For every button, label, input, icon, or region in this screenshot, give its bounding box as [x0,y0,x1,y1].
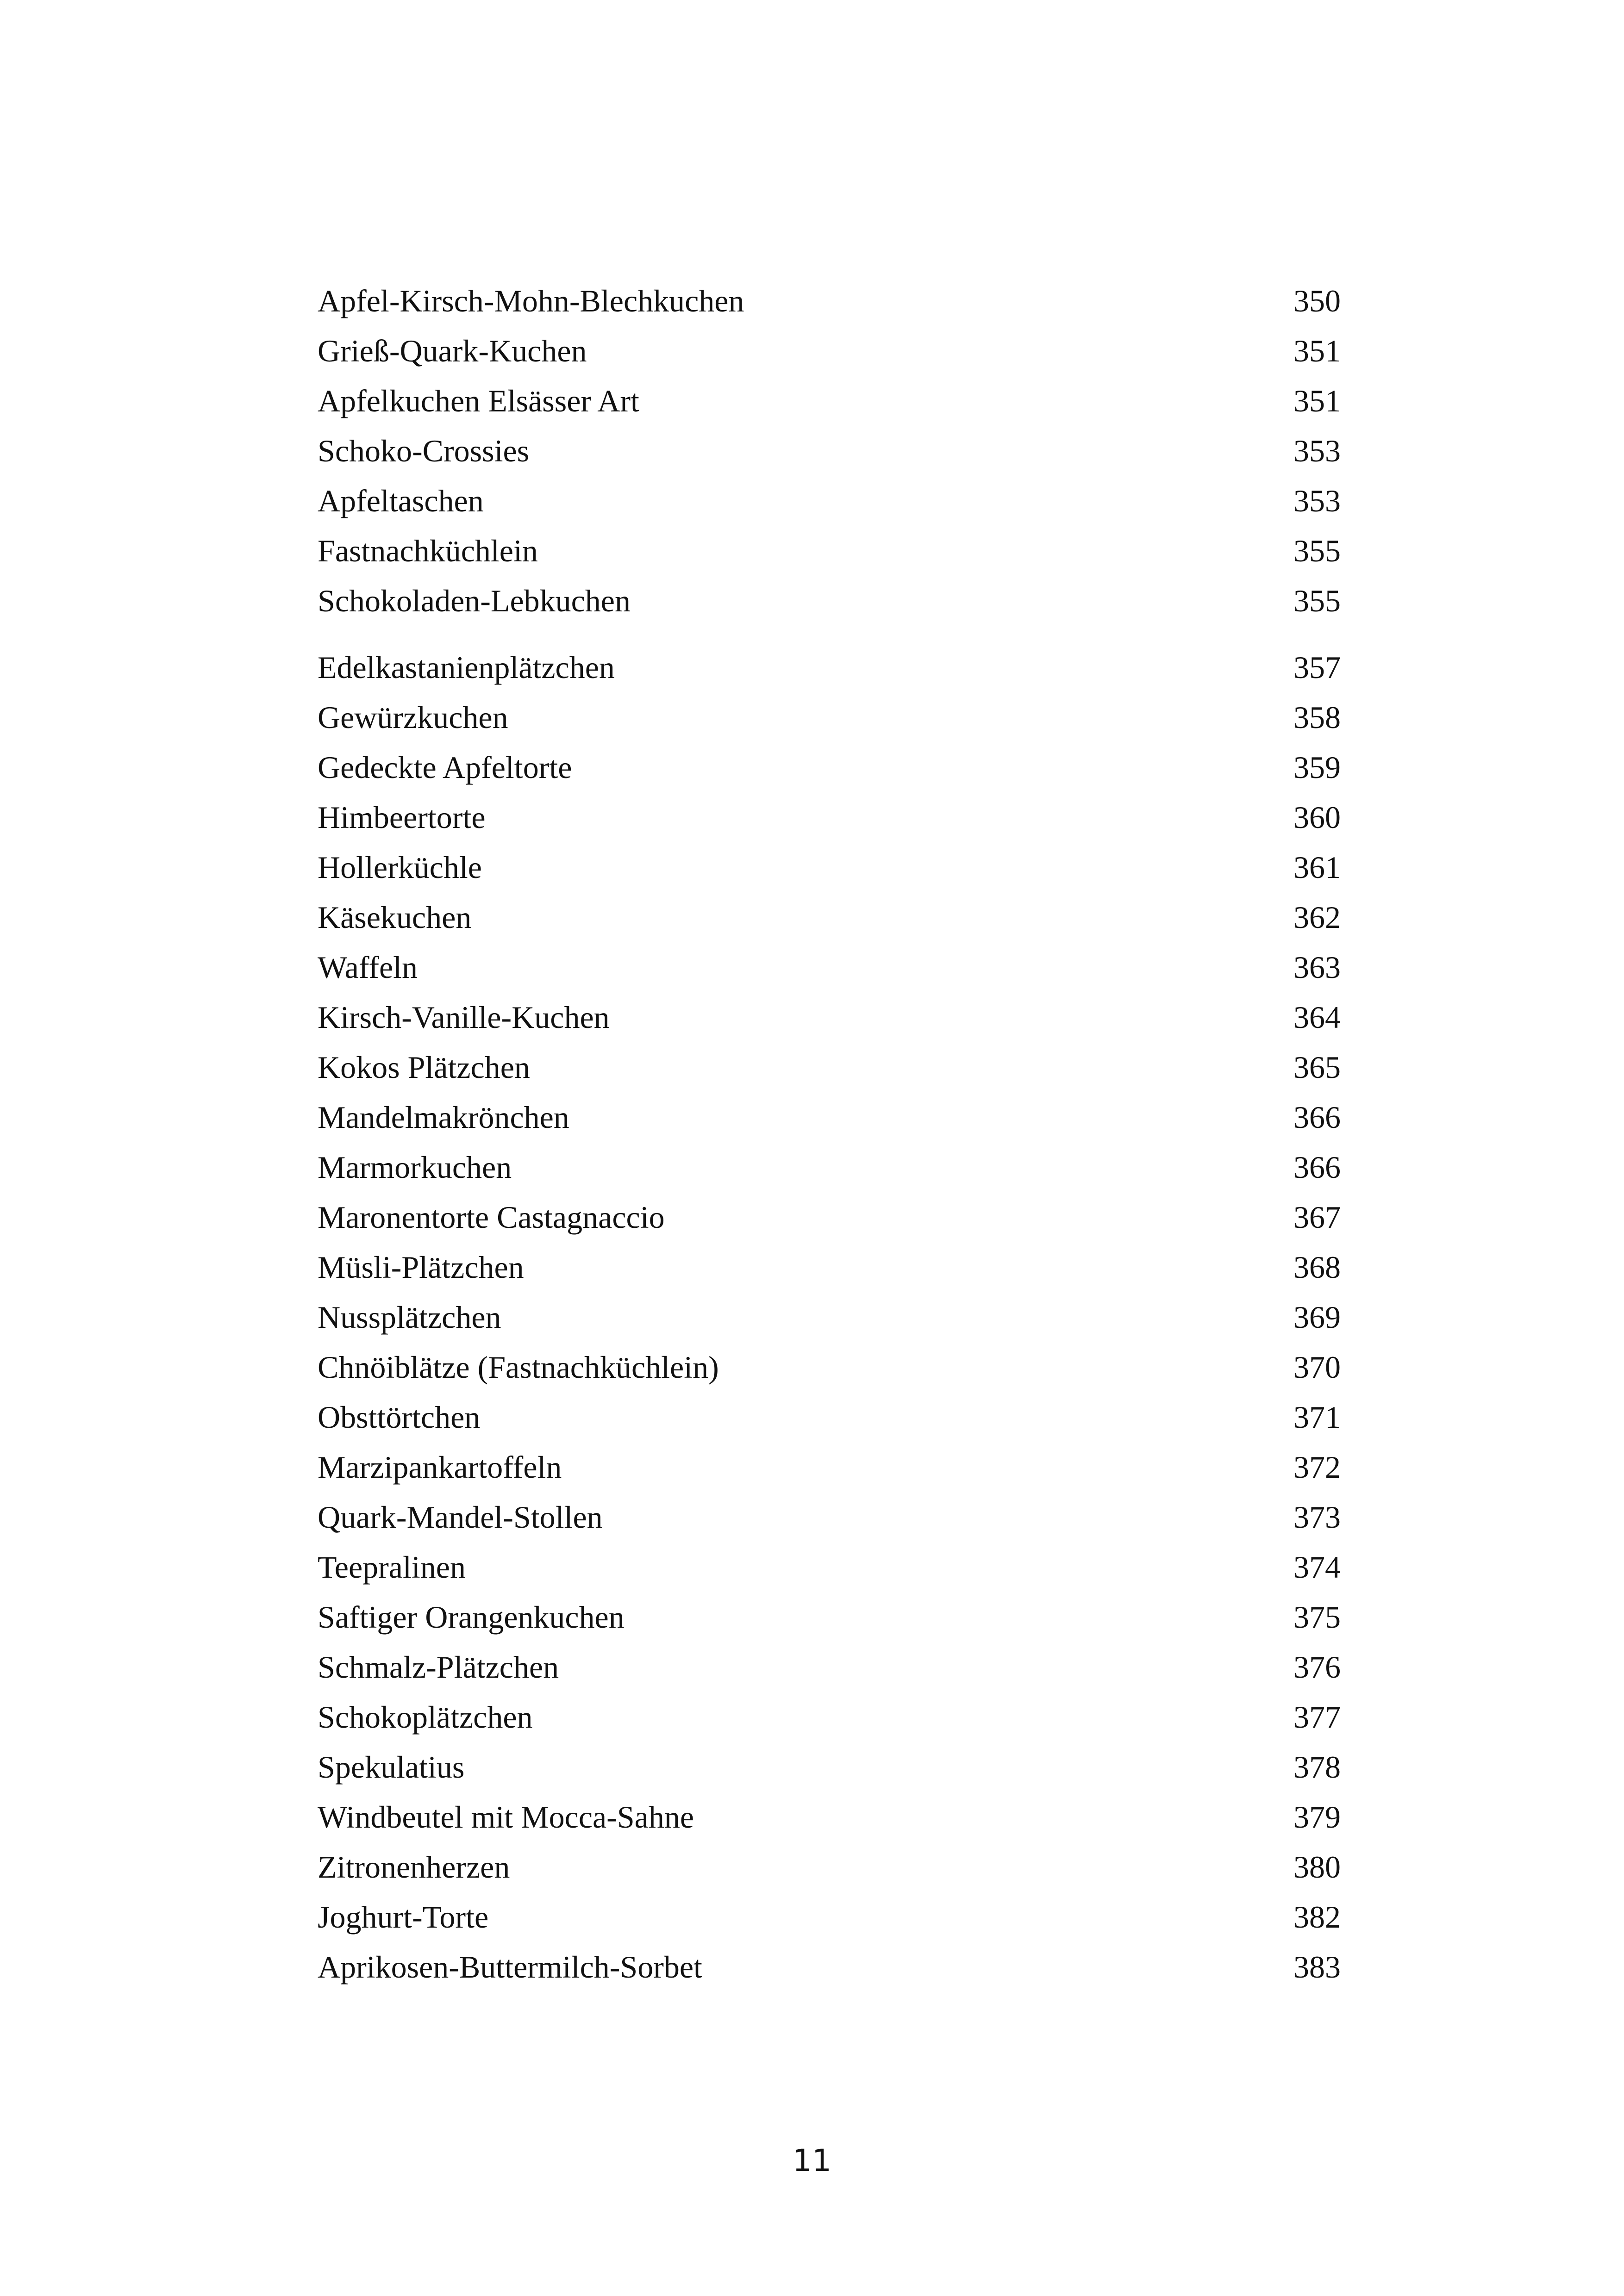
toc-entry [318,642,1341,692]
toc-entry-page: 366 [1293,1150,1341,1185]
toc-entry [318,942,1341,992]
toc-entry [318,1292,1341,1342]
toc-entry-title: Schoko-Crossies [318,433,530,468]
toc-entry-title: Apfelkuchen Elsässer Art [318,383,639,418]
toc-entry [318,1392,1341,1442]
toc-entry-page: 355 [1293,533,1341,568]
toc-entry-page: 383 [1293,1949,1341,1985]
toc-entry-page: 357 [1293,650,1341,685]
toc-entry [318,1192,1341,1242]
toc-entry-page: 353 [1293,483,1341,518]
toc-entry-title: Apfeltaschen [318,483,484,518]
toc-entry [318,276,1341,326]
toc-entry-title: Saftiger Orangenkuchen [318,1599,625,1635]
toc-entry-title: Aprikosen-Buttermilch-Sorbet [318,1949,702,1985]
toc-entry [318,1592,1341,1642]
toc-entry-title: Gedeckte Apfeltorte [318,750,572,785]
toc-entry-page: 377 [1293,1699,1341,1735]
toc-entry-page: 379 [1293,1799,1341,1835]
toc-entry-title: Edelkastanienplätzchen [318,650,615,685]
toc-entry [318,1442,1341,1492]
toc-entry [318,692,1341,742]
toc-entry-page: 372 [1293,1450,1341,1485]
toc-entry-page: 370 [1293,1350,1341,1385]
toc-entry-title: Quark-Mandel-Stollen [318,1500,603,1535]
toc-entry-title: Obsttörtchen [318,1400,481,1435]
toc-entry-title: Gewürzkuchen [318,700,508,735]
toc-entry [318,1642,1341,1692]
toc-entry [318,742,1341,792]
toc-entry-title: Fastnachküchlein [318,533,538,568]
toc-entry [318,992,1341,1042]
toc-entry-page: 368 [1293,1250,1341,1285]
toc-entry-title: Schmalz-Plätzchen [318,1649,559,1685]
toc-entry-title: Kirsch-Vanille-Kuchen [318,1000,610,1035]
toc-entry-page: 375 [1293,1599,1341,1635]
toc-entry-title: Hollerküchle [318,850,482,885]
toc-entry [318,1542,1341,1592]
toc-entry-page: 367 [1293,1200,1341,1235]
toc-entry [318,1042,1341,1092]
toc-entry-page: 382 [1293,1899,1341,1935]
toc-entry-page: 360 [1293,800,1341,835]
toc-entry [318,526,1341,576]
toc-entry-title: Zitronenherzen [318,1849,510,1885]
toc-entry-title: Teepralinen [318,1549,466,1585]
toc-entry [318,1892,1341,1942]
toc-entry-page: 376 [1293,1649,1341,1685]
toc-entry-title: Joghurt-Torte [318,1899,489,1935]
toc-entry-page: 369 [1293,1300,1341,1335]
toc-entry [318,1142,1341,1192]
toc-entry-page: 373 [1293,1500,1341,1535]
toc-entry [318,792,1341,842]
toc-entry [318,1492,1341,1542]
table-of-contents [318,276,1341,1992]
toc-entry-page: 359 [1293,750,1341,785]
toc-entry [318,376,1341,426]
toc-entry-page: 358 [1293,700,1341,735]
toc-entry-title: Kokos Plätzchen [318,1050,530,1085]
toc-entry-page: 366 [1293,1100,1341,1135]
toc-entry [318,1742,1341,1792]
toc-entry-title: Mandelmakrönchen [318,1100,569,1135]
toc-entry-page: 355 [1293,583,1341,618]
toc-entry-page: 380 [1293,1849,1341,1885]
toc-entry-page: 378 [1293,1749,1341,1785]
toc-entry-page: 353 [1293,433,1341,468]
toc-entry-page: 371 [1293,1400,1341,1435]
toc-entry [318,576,1341,626]
toc-entry [318,1242,1341,1292]
toc-entry-title: Waffeln [318,950,418,985]
toc-entry-title: Chnöiblätze (Fastnachküchlein) [318,1350,719,1385]
toc-entry-title: Müsli-Plätzchen [318,1250,524,1285]
toc-entry-page: 350 [1293,283,1341,318]
toc-entry-page: 374 [1293,1549,1341,1585]
toc-entry-page: 351 [1293,383,1341,418]
toc-entry-page: 365 [1293,1050,1341,1085]
toc-entry-title: Käsekuchen [318,900,472,935]
toc-entry [318,326,1341,376]
toc-entry-page: 363 [1293,950,1341,985]
toc-entry-page: 362 [1293,900,1341,935]
toc-entry-title: Marzipankartoffeln [318,1450,562,1485]
toc-entry-title: Schokoplätzchen [318,1699,533,1735]
toc-entry [318,842,1341,892]
toc-entry-title: Grieß-Quark-Kuchen [318,333,587,368]
toc-entry-title: Apfel-Kirsch-Mohn-Blechkuchen [318,283,744,318]
toc-entry-title: Windbeutel mit Mocca-Sahne [318,1799,694,1835]
toc-entry [318,892,1341,942]
toc-entry-title: Nussplätzchen [318,1300,501,1335]
toc-entry-title: Maronentorte Castagnaccio [318,1200,665,1235]
page-number: 11 [793,2143,831,2178]
toc-entry-page: 351 [1293,333,1341,368]
toc-entry [318,1842,1341,1892]
toc-entry-title: Marmorkuchen [318,1150,512,1185]
toc-entry [318,1342,1341,1392]
toc-entry-title: Schokoladen-Lebkuchen [318,583,631,618]
toc-entry-page: 364 [1293,1000,1341,1035]
toc-entry [318,1942,1341,1992]
toc-entry-title: Spekulatius [318,1749,465,1785]
toc-entry [318,426,1341,476]
toc-entry [318,476,1341,526]
toc-entry [318,1092,1341,1142]
toc-entry-title: Himbeertorte [318,800,486,835]
toc-entry-page: 361 [1293,850,1341,885]
toc-entry [318,1692,1341,1742]
toc-entry [318,1792,1341,1842]
